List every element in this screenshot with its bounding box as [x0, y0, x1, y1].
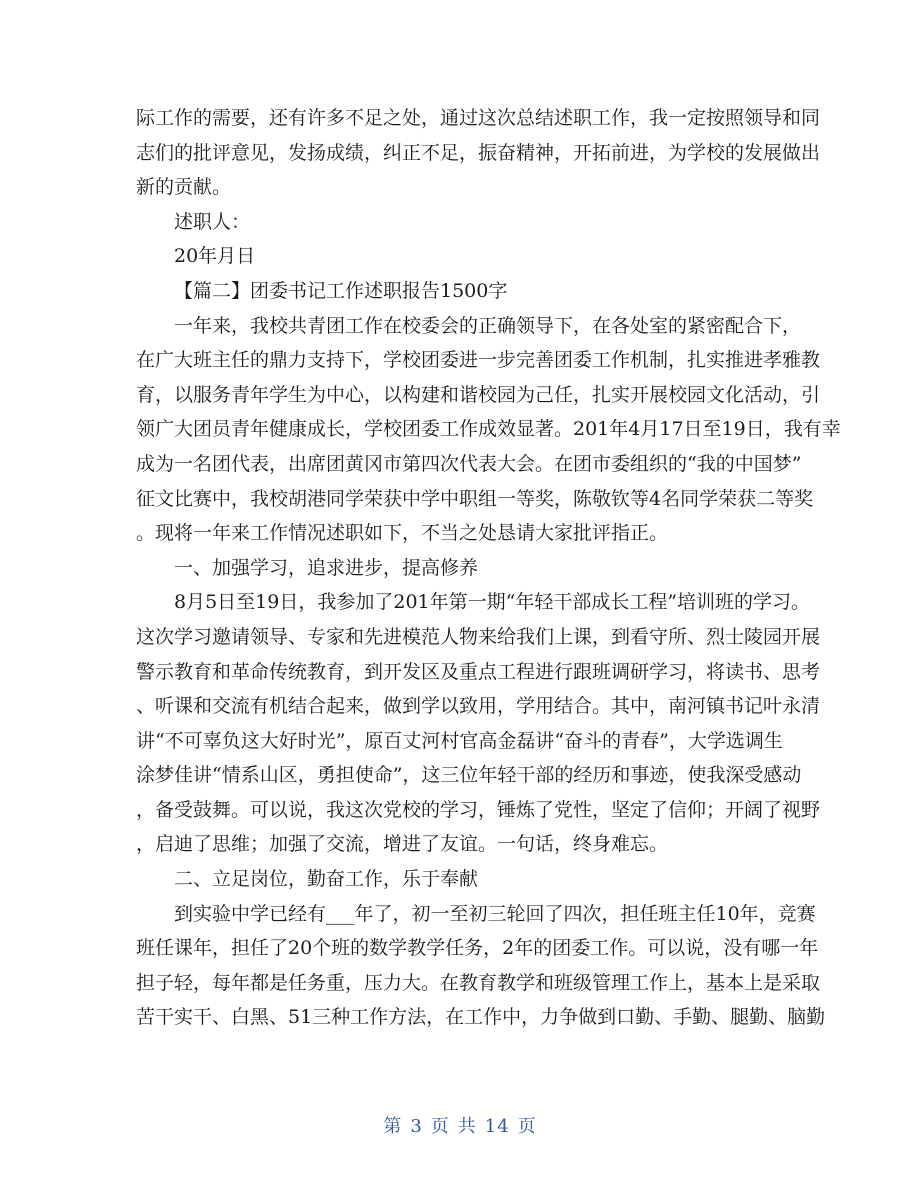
text-line: ，备受鼓舞。可以说，我这次党校的学习，锤炼了党性，坚定了信仰；开阔了视野 [136, 798, 821, 821]
section-title: 【篇二】团委书记工作述职报告1500字 [174, 279, 508, 302]
document-body [136, 101, 841, 1035]
text-line: 。现将一年来工作情况述职如下，不当之处恳请大家批评指正。 [136, 522, 669, 545]
footer-prefix: 第 [383, 1116, 403, 1137]
text-line: 苦干实干、白黑、51三种工作方法，在工作中，力争做到口勤、手勤、腿勤、脑勤 [136, 1006, 826, 1029]
footer-suffix: 页 [517, 1116, 537, 1137]
text-line: 志们的批评意见，发扬成绩，纠正不足，振奋精神，开拓前进，为学校的发展做出 [136, 141, 821, 164]
footer-page-word: 页 [430, 1116, 450, 1137]
text-line: 育，以服务青年学生为中心，以构建和谐校园为己任，扎实开展校园文化活动，引 [136, 383, 821, 406]
text-line: 领广大团员青年健康成长，学校团委工作成效显著。201年4月17日至19日，我有幸 [136, 418, 841, 441]
footer-total-word: 共 [457, 1116, 477, 1137]
text-line: 8月5日至19日，我参加了201年第一期“年轻干部成长工程”培训班的学习。 [174, 591, 811, 614]
text-line: 成为一名团代表，出席团黄冈市第四次代表大会。在团市委组织的“我的中国梦” [136, 452, 802, 475]
footer-page-number: 3 [410, 1116, 423, 1137]
text-line: 涂梦佳讲“情系山区，勇担使命”，这三位年轻干部的经历和事迹，使我深受感动 [136, 764, 802, 787]
text-line: ，启迪了思维；加强了交流，增进了友谊。一句话，终身难忘。 [136, 833, 669, 856]
text-line: 一年来，我校共青团工作在校委会的正确领导下，在各处室的紧密配合下， [174, 314, 802, 337]
signature-label: 述职人： [174, 210, 251, 233]
text-line: 讲“不可辜负这大好时光”，原百丈河村官高金磊讲“奋斗的青春”，大学选调生 [136, 729, 783, 752]
text-line: 担子轻，每年都是任务重，压力大。在教育教学和班级管理工作上，基本上是采取 [136, 971, 821, 994]
date-line: 20年月日 [174, 245, 256, 268]
page-footer [0, 1112, 920, 1138]
text-line: 、听课和交流有机结合起来，做到学以致用，学用结合。其中，南河镇书记叶永清 [136, 695, 821, 718]
text-line: 际工作的需要，还有许多不足之处，通过这次总结述职工作，我一定按照领导和同 [136, 107, 821, 129]
text-line: 警示教育和革命传统教育，到开发区及重点工程进行跟班调研学习，将读书、思考 [136, 660, 821, 683]
footer-total-pages: 14 [484, 1116, 510, 1137]
text-line: 在广大班主任的鼎力支持下，学校团委进一步完善团委工作机制，扎实推进孝雅教 [136, 349, 821, 372]
text-line: 这次学习邀请领导、专家和先进模范人物来给我们上课，到看守所、烈士陵园开展 [136, 625, 821, 648]
text-line: 征文比赛中，我校胡港同学荣获中学中职组一等奖，陈敬钦等4名同学荣获二等奖 [136, 487, 814, 510]
text-line: 班任课年，担任了20个班的数学教学任务，2年的团委工作。可以说，没有哪一年 [136, 937, 819, 960]
text-line: 到实验中学已经有___年了，初一至初三轮回了四次，担任班主任10年，竞赛 [174, 902, 816, 925]
subsection-heading: 一、加强学习，追求进步，提高修养 [174, 556, 479, 579]
text-line: 新的贡献。 [136, 176, 232, 199]
subsection-heading: 二、立足岗位，勤奋工作，乐于奉献 [174, 868, 479, 891]
